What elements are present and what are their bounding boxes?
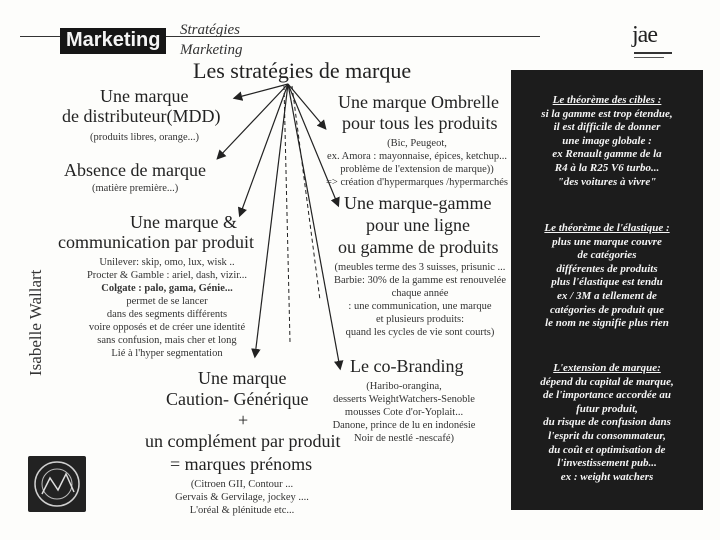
- panel-line: une image globale :: [562, 134, 652, 147]
- panel-section-elastique: [517, 222, 697, 331]
- caution-plus: +: [238, 410, 249, 430]
- ombrelle-details: [322, 137, 512, 189]
- cobranding-line: desserts WeightWatchers-Senoble: [333, 394, 475, 405]
- communication-line: voire opposés et de créer une identité: [88, 322, 246, 333]
- communication-title-1: Une marque &: [130, 212, 237, 232]
- panel-line: du coût et optimisation de: [548, 443, 666, 456]
- gamme-title-1: Une marque-gamme: [344, 193, 492, 213]
- gamme-line: (meubles terme des 3 suisses, prisunic ...: [334, 262, 506, 273]
- panel-section-cibles: [517, 94, 697, 189]
- communication-line: sans confusion, mais cher et long: [97, 335, 237, 346]
- header-subtitle-1: Stratégies: [180, 22, 240, 38]
- panel-line: catégories de produit que: [550, 303, 664, 316]
- panel-line: R4 à la R25 V6 turbo...: [554, 161, 660, 174]
- mdd-note: (produits libres, orange...): [90, 132, 200, 143]
- ombrelle-title-1: Une marque Ombrelle: [338, 92, 499, 112]
- communication-line: dans des segments différents: [106, 309, 228, 320]
- author-name: Isabelle Wallart: [26, 269, 45, 376]
- communication-title-2: communication par produit: [58, 232, 254, 252]
- communication-line: Procter & Gamble : ariel, dash, vizir...: [86, 270, 248, 281]
- panel-line: ex Renault gamme de la: [552, 148, 662, 161]
- gamme-details: [330, 261, 510, 339]
- panel-line: de l'importance accordée au: [542, 389, 671, 402]
- caution-title-2: Caution- Générique: [166, 389, 309, 409]
- panel-section-extension: [517, 362, 697, 484]
- absence-note: (matière première...): [92, 183, 179, 194]
- ombrelle-line: problème de l'extension de marque)): [340, 164, 494, 175]
- cobranding-line: mousses Cote d'or-Yoplait...: [344, 407, 464, 418]
- absence-title: Absence de marque: [64, 160, 206, 180]
- ombrelle-title-2: pour tous les produits: [342, 113, 498, 133]
- panel-heading: Le théorème de l'élastique :: [544, 222, 670, 234]
- header-subtitle-2: Marketing: [180, 42, 243, 58]
- panel-line: du risque de confusion dans: [543, 416, 671, 429]
- gamme-line: chaque année: [391, 288, 449, 299]
- panel-line: dépend du capital de marque,: [540, 375, 674, 388]
- communication-line: Lié à l'hyper segmentation: [111, 348, 223, 359]
- communication-line: Colgate : palo, gama, Génie...: [101, 283, 233, 294]
- cobranding-line: (Haribo-orangina,: [366, 381, 442, 392]
- caution-title-4: = marques prénoms: [170, 454, 313, 474]
- communication-line: Unilever: skip, omo, lux, wisk ..: [99, 257, 235, 268]
- caution-line: Gervais & Gervilage, jockey ....: [175, 492, 309, 503]
- caution-title-1: Une marque: [198, 368, 287, 388]
- gamme-line: : une communication, une marque: [348, 301, 492, 312]
- panel-line: l'esprit du consommateur,: [548, 429, 666, 442]
- mdd-title-1: Une marque: [100, 86, 189, 106]
- panel-line: "des voitures à vivre": [557, 175, 657, 188]
- panel-line: il est difficile de donner: [553, 121, 661, 134]
- page-title: Les stratégies de marque: [193, 58, 412, 83]
- panel-line: différentes de produits: [556, 262, 658, 275]
- caution-line: (Citroen GII, Contour ...: [190, 479, 294, 490]
- gamme-title-3: ou gamme de produits: [338, 237, 499, 257]
- arrow-to-ombrelle: [288, 84, 325, 128]
- ombrelle-line: (Bic, Peugeot,: [387, 138, 447, 149]
- panel-line: plus une marque couvre: [552, 235, 662, 248]
- communication-line: permet de se lancer: [126, 296, 208, 307]
- marketing-badge: Marketing: [60, 28, 166, 54]
- mdd-title-2: de distributeur(MDD): [62, 106, 221, 126]
- panel-line: le nom ne signifie plus rien: [545, 317, 669, 330]
- caution-line: L'oréal & plénitude etc...: [189, 505, 295, 516]
- caution-details: [150, 478, 334, 517]
- gamme-line: quand les cycles de vie sont courts): [345, 327, 495, 338]
- arrow-to-mdd: [235, 84, 288, 98]
- ombrelle-line: ex. Amora : mayonnaise, épices, ketchup...: [327, 151, 507, 162]
- panel-line: futur produit,: [576, 402, 638, 415]
- cobranding-line: Danone, prince de lu en indonésie: [332, 420, 476, 431]
- panel-line: Le théorème des cibles :: [552, 94, 662, 106]
- arrow-to-communication: [240, 84, 288, 215]
- panel-line: ex : weight watchers: [560, 470, 654, 483]
- arrow-to-absence: [218, 84, 288, 158]
- caution-title-3: un complément par produit: [145, 431, 341, 451]
- panel-line: ex / 3M a tellement de: [557, 289, 657, 302]
- panel-line: plus l'élastique est tendu: [551, 276, 663, 289]
- panel-heading: L'extension de marque:: [553, 362, 661, 374]
- cobranding-title: Le co-Branding: [350, 356, 464, 376]
- logo-text: jae: [632, 22, 657, 48]
- panel-line: l'investissement pub...: [557, 457, 657, 470]
- cobranding-line: Noir de nestlé -nescafé): [354, 433, 454, 444]
- gamme-line: Barbie: 30% de la gamme est renouvelée: [333, 275, 506, 286]
- communication-details: [72, 256, 262, 360]
- ombrelle-line: => création d'hypermarques /hypermarchés: [326, 177, 508, 188]
- gamme-title-2: pour une ligne: [366, 215, 470, 235]
- panel-line: de catégories: [577, 249, 637, 262]
- panel-line: si la gamme est trop étendue,: [541, 107, 673, 120]
- cobranding-details: [318, 380, 490, 445]
- gamme-line: et plusieurs produits:: [375, 314, 465, 325]
- theory-panel: [511, 70, 703, 510]
